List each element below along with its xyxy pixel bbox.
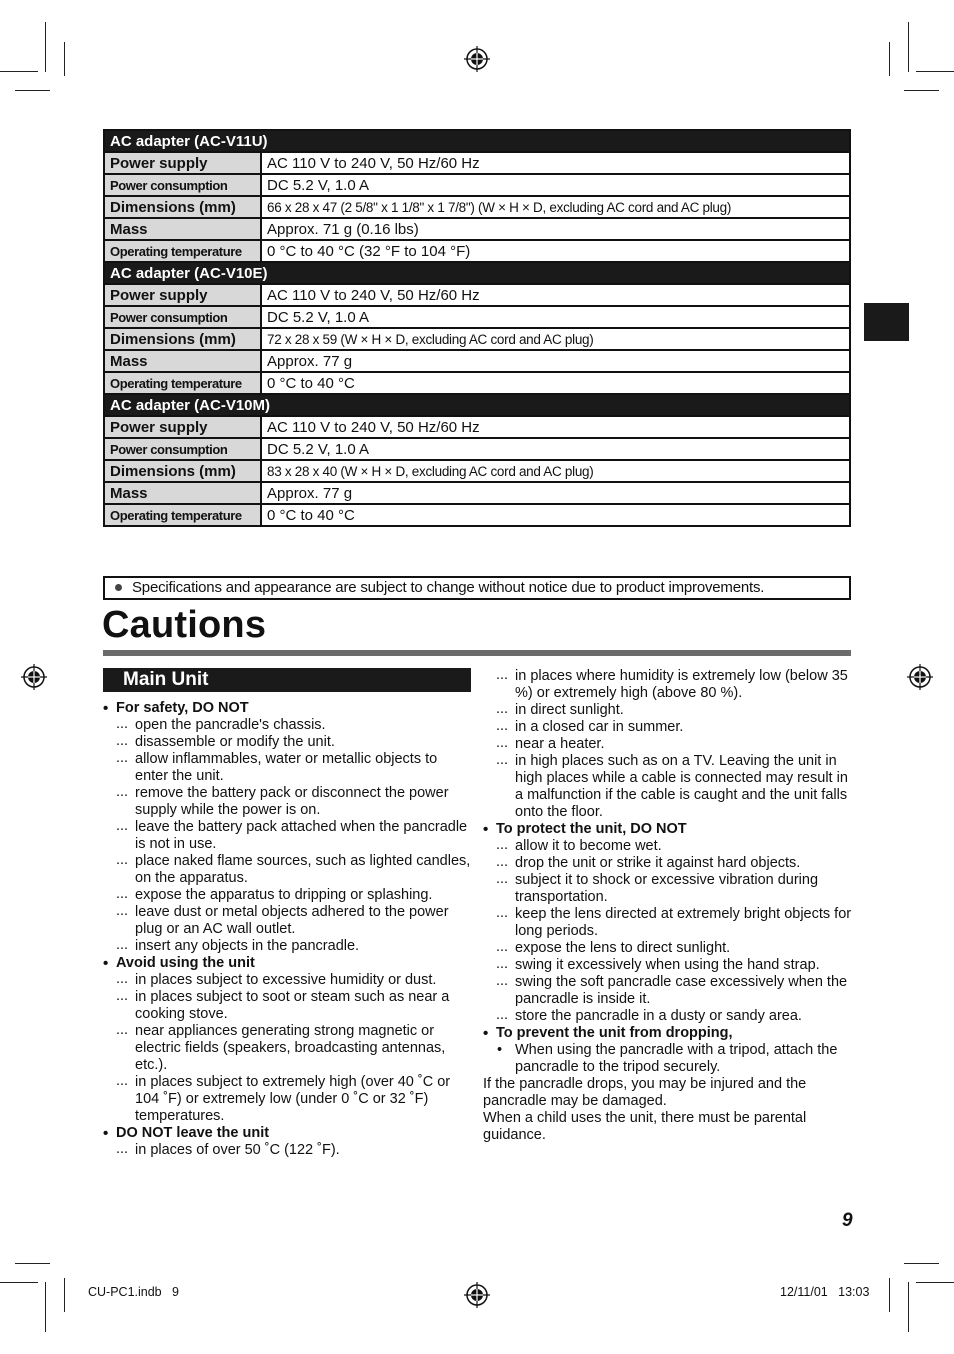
spec-value: 66 x 28 x 47 (2 5/8" x 1 1/8" x 1 7/8") (W × H × D, excluding AC cord and AC plug) <box>261 196 850 218</box>
section-header: Main Unit <box>103 668 471 692</box>
registration-mark-icon <box>21 664 47 690</box>
spec-note-text: Specifications and appearance are subject to change without notice due to product improvements. <box>132 579 765 596</box>
caution-item: ... swing the soft pancradle case excessively when the pancradle is inside it. <box>483 974 855 1008</box>
caution-item: ... subject it to shock or excessive vibration during transportation. <box>483 872 855 906</box>
caution-heading: • Avoid using the unit <box>103 955 473 972</box>
caution-item: ... leave the battery pack attached when the pancradle is not in use. <box>103 819 473 853</box>
caution-item: ... in places where humidity is extremely low (below 35 %) or extremely high (above 80 %). <box>483 668 855 702</box>
crop-mark <box>916 71 954 72</box>
spec-label: Dimensions (mm) <box>104 196 261 218</box>
spec-label: Operating temperature <box>104 504 261 526</box>
caution-text: If the pancradle drops, you may be injured and the pancradle may be damaged. <box>483 1076 807 1109</box>
spec-value: AC 110 V to 240 V, 50 Hz/60 Hz <box>261 416 850 438</box>
crop-mark <box>889 42 890 76</box>
footer-file: CU-PC1.indb 9 <box>88 1285 180 1299</box>
spec-label: Power supply <box>104 416 261 438</box>
spec-value: Approx. 71 g (0.16 lbs) <box>261 218 850 240</box>
crop-mark <box>908 22 909 72</box>
crop-mark <box>45 22 46 72</box>
spec-value: DC 5.2 V, 1.0 A <box>261 174 850 196</box>
spec-label: Dimensions (mm) <box>104 460 261 482</box>
spec-value: AC 110 V to 240 V, 50 Hz/60 Hz <box>261 284 850 306</box>
spec-label: Power consumption <box>104 174 261 196</box>
spec-row <box>104 174 850 196</box>
registration-mark-icon <box>907 664 933 690</box>
spec-section-title: AC adapter (AC-V10E) <box>104 262 850 284</box>
spec-row <box>104 438 850 460</box>
caution-item: ... in a closed car in summer. <box>483 719 855 736</box>
caution-heading: • DO NOT leave the unit <box>103 1125 473 1142</box>
caution-heading: • To prevent the unit from dropping, <box>483 1025 855 1042</box>
spec-row <box>104 350 850 372</box>
crop-mark <box>15 1263 50 1264</box>
spec-value: 72 x 28 x 59 (W × H × D, excluding AC cord and AC plug) <box>261 328 850 350</box>
spec-section-header <box>104 262 850 284</box>
crop-mark <box>0 71 38 72</box>
right-column <box>483 668 855 1144</box>
crop-mark <box>904 1263 939 1264</box>
crop-mark <box>64 1278 65 1312</box>
spec-row <box>104 328 850 350</box>
spec-section-header <box>104 130 850 152</box>
bullet-icon <box>115 584 122 591</box>
spec-value: DC 5.2 V, 1.0 A <box>261 306 850 328</box>
page-number: 9 <box>842 1210 853 1231</box>
crop-mark <box>15 90 50 91</box>
crop-mark <box>0 1282 38 1283</box>
caution-item: ... in direct sunlight. <box>483 702 855 719</box>
footer-date: 12/11/01 13:03 <box>780 1285 870 1299</box>
registration-mark-icon <box>464 1282 490 1308</box>
spec-value: 0 °C to 40 °C (32 °F to 104 °F) <box>261 240 850 262</box>
spec-row <box>104 460 850 482</box>
spec-label: Power supply <box>104 152 261 174</box>
spec-row <box>104 306 850 328</box>
spec-section-title: AC adapter (AC-V11U) <box>104 130 850 152</box>
spec-row <box>104 152 850 174</box>
spec-value: AC 110 V to 240 V, 50 Hz/60 Hz <box>261 152 850 174</box>
caution-item: ... in high places such as on a TV. Leaving the unit in high places while a cable is connected may result in a malfunction if the cable is caught and the unit falls onto the floor. <box>483 753 855 821</box>
spec-row <box>104 416 850 438</box>
caution-item: ... keep the lens directed at extremely bright objects for long periods. <box>483 906 855 940</box>
caution-text: When a child uses the unit, there must be parental guidance. <box>483 1110 807 1143</box>
section-tab <box>864 303 909 341</box>
left-column <box>103 700 473 1159</box>
crop-mark <box>889 1278 890 1312</box>
spec-row <box>104 196 850 218</box>
spec-label: Mass <box>104 482 261 504</box>
caution-item: ... expose the apparatus to dripping or splashing. <box>103 887 473 904</box>
spec-value: 83 x 28 x 40 (W × H × D, excluding AC cord and AC plug) <box>261 460 850 482</box>
spec-row <box>104 240 850 262</box>
caution-item: ... leave dust or metal objects adhered to the power plug or an AC wall outlet. <box>103 904 473 938</box>
spec-value: DC 5.2 V, 1.0 A <box>261 438 850 460</box>
caution-item: ... swing it excessively when using the hand strap. <box>483 957 855 974</box>
crop-mark <box>45 1282 46 1332</box>
spec-section-title: AC adapter (AC-V10M) <box>104 394 850 416</box>
spec-row <box>104 284 850 306</box>
caution-subitem: • When using the pancradle with a tripod, attach the pancradle to the tripod securely. <box>483 1042 855 1076</box>
spec-value: 0 °C to 40 °C <box>261 504 850 526</box>
caution-item: ... open the pancradle's chassis. <box>103 717 473 734</box>
spec-label: Operating temperature <box>104 372 261 394</box>
spec-note <box>103 576 851 600</box>
caution-item: ... remove the battery pack or disconnect the power supply while the power is on. <box>103 785 473 819</box>
spec-value: 0 °C to 40 °C <box>261 372 850 394</box>
spec-value: Approx. 77 g <box>261 482 850 504</box>
caution-item: ... allow inflammables, water or metallic objects to enter the unit. <box>103 751 473 785</box>
caution-heading: • For safety, DO NOT <box>103 700 473 717</box>
caution-item: ... disassemble or modify the unit. <box>103 734 473 751</box>
caution-item: ... drop the unit or strike it against hard objects. <box>483 855 855 872</box>
spec-row <box>104 482 850 504</box>
spec-label: Mass <box>104 350 261 372</box>
spec-label: Dimensions (mm) <box>104 328 261 350</box>
spec-label: Power consumption <box>104 438 261 460</box>
crop-mark <box>904 90 939 91</box>
caution-item: ... in places of over 50 ˚C (122 ˚F). <box>103 1142 473 1159</box>
caution-item: ... allow it to become wet. <box>483 838 855 855</box>
caution-item: ... near a heater. <box>483 736 855 753</box>
caution-item: ... place naked flame sources, such as lighted candles, on the apparatus. <box>103 853 473 887</box>
caution-item: ... in places subject to soot or steam such as near a cooking stove. <box>103 989 473 1023</box>
caution-item: ... store the pancradle in a dusty or sandy area. <box>483 1008 855 1025</box>
caution-item: ... expose the lens to direct sunlight. <box>483 940 855 957</box>
spec-label: Power consumption <box>104 306 261 328</box>
spec-row <box>104 504 850 526</box>
caution-item: ... insert any objects in the pancradle. <box>103 938 473 955</box>
title-rule <box>103 650 851 656</box>
spec-table <box>103 129 851 527</box>
spec-value: Approx. 77 g <box>261 350 850 372</box>
caution-item: ... near appliances generating strong magnetic or electric fields (speakers, broadcasting antennas, etc.). <box>103 1023 473 1074</box>
crop-mark <box>64 42 65 76</box>
spec-section-header <box>104 394 850 416</box>
spec-label: Power supply <box>104 284 261 306</box>
spec-row <box>104 372 850 394</box>
registration-mark-icon <box>464 46 490 72</box>
caution-item: ... in places subject to excessive humidity or dust. <box>103 972 473 989</box>
caution-heading: • To protect the unit, DO NOT <box>483 821 855 838</box>
crop-mark <box>916 1282 954 1283</box>
spec-label: Operating temperature <box>104 240 261 262</box>
page-title: Cautions <box>102 604 267 646</box>
caution-item: ... in places subject to extremely high (over 40 ˚C or 104 ˚F) or extremely low (under 0 ˚C or 32 ˚F) temperatures. <box>103 1074 473 1125</box>
crop-mark <box>908 1282 909 1332</box>
spec-row <box>104 218 850 240</box>
spec-label: Mass <box>104 218 261 240</box>
